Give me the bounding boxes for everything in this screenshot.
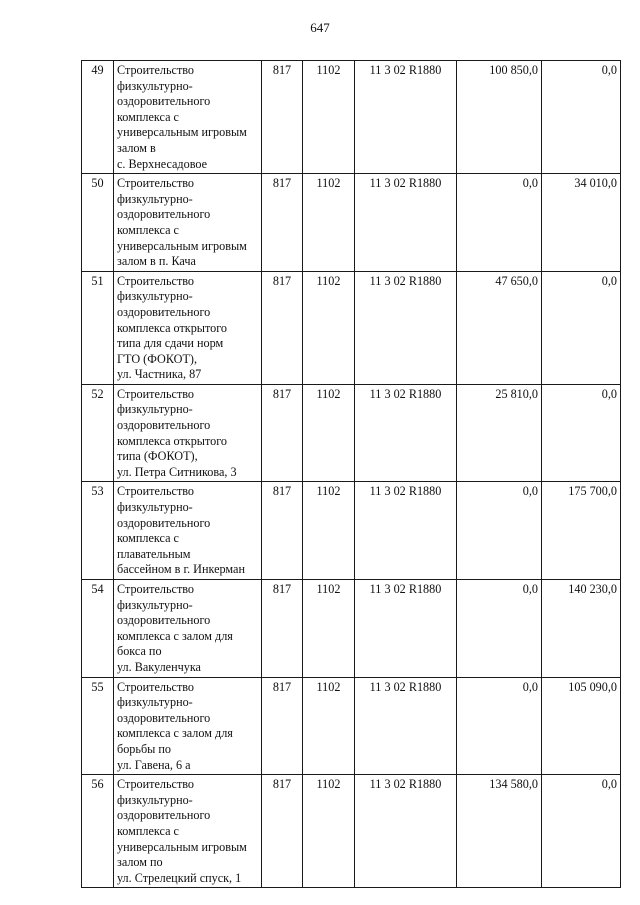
object-name-line: типа (ФОКОТ), (117, 449, 198, 464)
amount-first-cell: 134 580,0 (457, 775, 542, 888)
target-article-cell: 11 3 02 R1880 (355, 580, 457, 678)
row-number-cell: 55 (82, 677, 114, 775)
row-number-cell: 50 (82, 174, 114, 272)
grbs-code-cell: 817 (262, 174, 303, 272)
object-name-line: Строительство (117, 777, 195, 792)
object-name-line: с. Верхнесадовое (117, 156, 208, 171)
row-number-cell: 51 (82, 271, 114, 384)
amount-first-cell: 25 810,0 (457, 384, 542, 482)
object-name-line: ул. Вакуленчука (117, 659, 201, 674)
object-name-line: физкультурно- (117, 500, 193, 515)
object-name-line: физкультурно- (117, 695, 193, 710)
row-number-cell: 53 (82, 482, 114, 580)
object-name-line: физкультурно- (117, 78, 193, 93)
table-row (82, 271, 621, 384)
object-name-line: Строительство (117, 176, 195, 191)
grbs-code-cell: 817 (262, 384, 303, 482)
row-number-cell: 49 (82, 61, 114, 174)
object-name-line: физкультурно- (117, 597, 193, 612)
object-name-line: ГТО (ФОКОТ), (117, 351, 197, 366)
grbs-code-cell: 817 (262, 580, 303, 678)
table-row (82, 775, 621, 888)
target-article-cell: 11 3 02 R1880 (355, 384, 457, 482)
table-row (82, 174, 621, 272)
amount-second-cell: 140 230,0 (542, 580, 621, 678)
amount-second-cell: 34 010,0 (542, 174, 621, 272)
object-name-line: Строительство (117, 484, 195, 499)
amount-second-cell: 0,0 (542, 384, 621, 482)
table-row (82, 482, 621, 580)
object-name-cell (114, 580, 262, 678)
object-name-line: оздоровительного (117, 304, 211, 319)
table-row (82, 677, 621, 775)
object-name-line: ул. Частника, 87 (117, 367, 202, 382)
grbs-code-cell: 817 (262, 482, 303, 580)
object-name-line: Строительство (117, 273, 195, 288)
target-article-cell: 11 3 02 R1880 (355, 174, 457, 272)
section-code-cell: 1102 (303, 174, 355, 272)
object-name-line: комплекса с (117, 823, 179, 838)
amount-second-cell: 0,0 (542, 775, 621, 888)
target-article-cell: 11 3 02 R1880 (355, 61, 457, 174)
table-row (82, 61, 621, 174)
section-code-cell: 1102 (303, 677, 355, 775)
object-name-cell (114, 775, 262, 888)
grbs-code-cell: 817 (262, 677, 303, 775)
amount-first-cell: 0,0 (457, 174, 542, 272)
table-row (82, 384, 621, 482)
section-code-cell: 1102 (303, 775, 355, 888)
object-name-line: комплекса открытого (117, 433, 228, 448)
object-name-line: ул. Стрелецкий спуск, 1 (117, 870, 242, 885)
grbs-code-cell: 817 (262, 61, 303, 174)
object-name-cell (114, 61, 262, 174)
object-name-cell (114, 174, 262, 272)
target-article-cell: 11 3 02 R1880 (355, 775, 457, 888)
object-name-line: физкультурно- (117, 402, 193, 417)
object-name-line: комплекса с (117, 109, 179, 124)
object-name-line: оздоровительного (117, 207, 211, 222)
object-name-line: борьбы по (117, 741, 171, 756)
object-name-line: оздоровительного (117, 418, 211, 433)
amount-second-cell: 0,0 (542, 271, 621, 384)
object-name-line: залом по (117, 855, 163, 870)
object-name-line: залом в п. Кача (117, 254, 196, 269)
section-code-cell: 1102 (303, 61, 355, 174)
object-name-line: Строительство (117, 63, 195, 77)
amount-first-cell: 0,0 (457, 580, 542, 678)
object-name-line: Строительство (117, 679, 195, 694)
amount-second-cell: 175 700,0 (542, 482, 621, 580)
object-name-line: универсальным игровым (117, 125, 247, 140)
page-number: 647 (310, 20, 330, 35)
amount-second-cell: 105 090,0 (542, 677, 621, 775)
target-article-cell: 11 3 02 R1880 (355, 271, 457, 384)
amount-second-cell: 0,0 (542, 61, 621, 174)
table-row (82, 580, 621, 678)
object-name-line: физкультурно- (117, 289, 193, 304)
object-name-line: бокса по (117, 644, 162, 659)
amount-first-cell: 0,0 (457, 482, 542, 580)
object-name-line: оздоровительного (117, 94, 211, 109)
grbs-code-cell: 817 (262, 775, 303, 888)
budget-table (81, 60, 621, 888)
section-code-cell: 1102 (303, 271, 355, 384)
amount-first-cell: 100 850,0 (457, 61, 542, 174)
section-code-cell: 1102 (303, 384, 355, 482)
object-name-line: залом в (117, 140, 156, 155)
amount-first-cell: 47 650,0 (457, 271, 542, 384)
object-name-line: Строительство (117, 386, 195, 401)
object-name-cell (114, 384, 262, 482)
object-name-line: плавательным (117, 546, 191, 561)
object-name-cell (114, 677, 262, 775)
target-article-cell: 11 3 02 R1880 (355, 482, 457, 580)
object-name-line: физкультурно- (117, 792, 193, 807)
object-name-line: ул. Петра Ситникова, 3 (117, 464, 237, 479)
row-number-cell: 56 (82, 775, 114, 888)
grbs-code-cell: 817 (262, 271, 303, 384)
object-name-line: оздоровительного (117, 808, 211, 823)
section-code-cell: 1102 (303, 482, 355, 580)
object-name-line: оздоровительного (117, 613, 211, 628)
object-name-line: типа для сдачи норм (117, 336, 224, 351)
amount-first-cell: 0,0 (457, 677, 542, 775)
object-name-line: оздоровительного (117, 515, 211, 530)
object-name-line: комплекса открытого (117, 320, 228, 335)
table-body (82, 61, 621, 888)
object-name-line: физкультурно- (117, 191, 193, 206)
object-name-line: универсальным игровым (117, 839, 247, 854)
object-name-line: Строительство (117, 582, 195, 596)
object-name-line: комплекса с (117, 531, 179, 546)
object-name-line: ул. Гавена, 6 а (117, 757, 191, 772)
target-article-cell: 11 3 02 R1880 (355, 677, 457, 775)
row-number-cell: 54 (82, 580, 114, 678)
section-code-cell: 1102 (303, 580, 355, 678)
object-name-cell (114, 271, 262, 384)
object-name-line: комплекса с (117, 222, 179, 237)
row-number-cell: 52 (82, 384, 114, 482)
object-name-line: бассейном в г. Инкерман (117, 562, 245, 577)
object-name-line: комплекса с залом для (117, 628, 233, 643)
object-name-cell (114, 482, 262, 580)
object-name-line: оздоровительного (117, 710, 211, 725)
object-name-line: комплекса с залом для (117, 726, 233, 741)
object-name-line: универсальным игровым (117, 238, 247, 253)
